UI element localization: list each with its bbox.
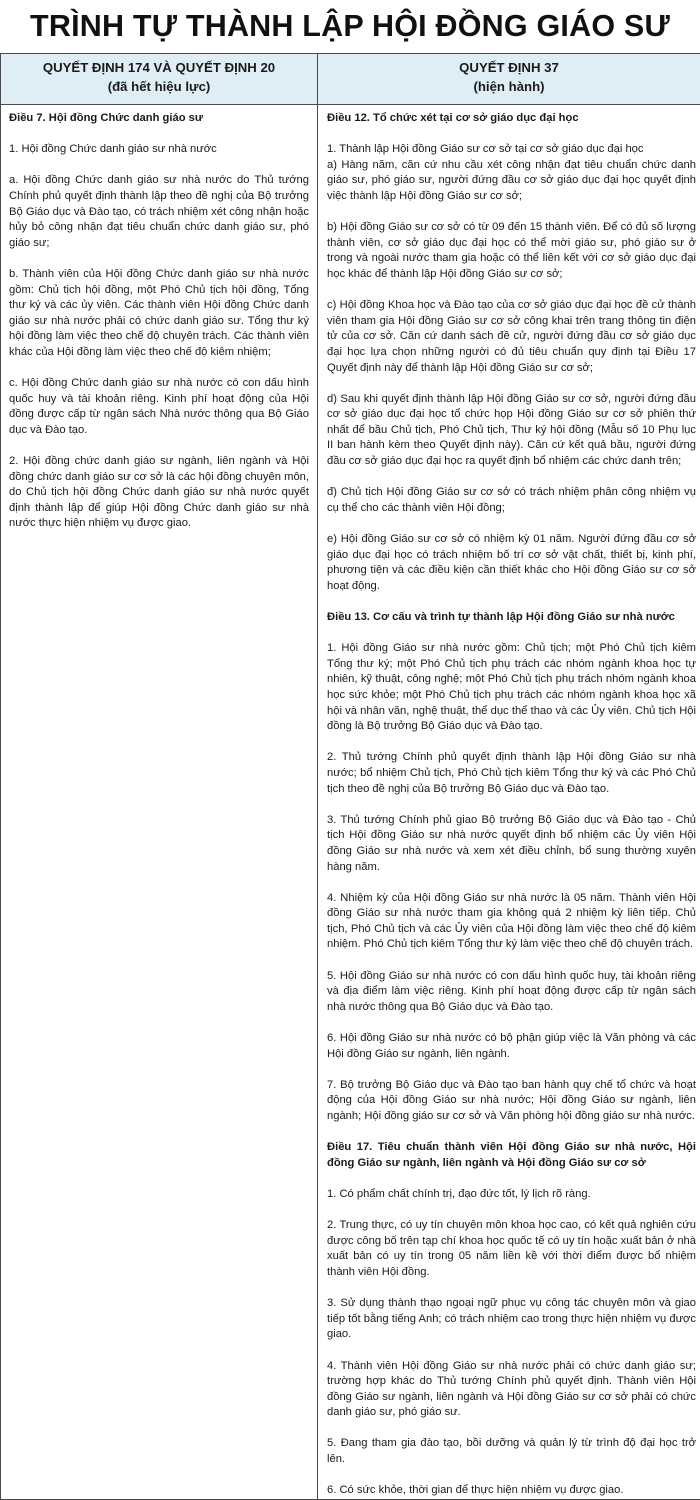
right-paragraph: 4. Thành viên Hội đồng Giáo sư nhà nước phải có chức danh giáo sư; trường hợp khác do Thủ tướng Chính phủ quyết định. Thành viên Hội đồng Giáo sư ngành, liên ngành và Hội đồng Giáo sư cơ sở phải có chức danh giáo sư, phó giáo sư.	[327, 1359, 696, 1421]
right-paragraph: 2. Thủ tướng Chính phủ quyết định thành lập Hội đồng Giáo sư nhà nước; bổ nhiệm Chủ tịch, Phó Chủ tịch kiêm Tổng thư ký và các Phó Chủ tịch theo đề nghị của Bộ trưởng Bộ Giáo dục và Đào tạo.	[327, 750, 696, 797]
right-paragraph: 5. Hội đồng Giáo sư nhà nước có con dấu hình quốc huy, tài khoản riêng và địa điểm làm việc riêng. Kinh phí hoạt động được cấp từ ngân sách nhà nước thông qua Bộ Giáo dục và Đào tạo.	[327, 969, 696, 1016]
right-paragraph: d) Sau khi quyết định thành lập Hội đồng Giáo sư cơ sở, người đứng đầu cơ sở giáo dục đại học tổ chức họp Hội đồng Giáo sư cơ sở phiên thứ nhất để bầu Chủ tịch, Phó Chủ tịch, Thư ký hội đồng (Mẫu số 10 Phụ lục II ban hành kèm theo Quyết định này). Căn cứ kết quả bầu, người đứng đầu cơ sở giáo dục đại học ra quyết định bổ nhiệm các chức danh trên;	[327, 392, 696, 470]
left-column-header	[1, 54, 318, 105]
left-header-line1: QUYẾT ĐỊNH 174 VÀ QUYẾT ĐỊNH 20	[5, 58, 313, 77]
article-13-heading: Điều 13. Cơ cấu và trình tự thành lập Hội đồng Giáo sư nhà nước	[327, 610, 696, 626]
right-paragraph: đ) Chủ tịch Hội đồng Giáo sư cơ sở có trách nhiệm phân công nhiệm vụ cụ thể cho các thành viên Hội đồng;	[327, 485, 696, 516]
left-paragraph: 1. Hội đồng Chức danh giáo sư nhà nước	[9, 142, 309, 158]
right-paragraph: 3. Sử dụng thành thạo ngoại ngữ phục vụ công tác chuyên môn và giao tiếp tốt bằng tiếng Anh; có trách nhiệm cao trong thực hiện nhiệm vụ được giao.	[327, 1296, 696, 1343]
right-paragraph: 6. Có sức khỏe, thời gian để thực hiện nhiệm vụ được giao.	[327, 1483, 696, 1499]
right-paragraph: 7. Bộ trưởng Bộ Giáo dục và Đào tạo ban hành quy chế tổ chức và hoạt động của Hội đồng Giáo sư nhà nước; Hội đồng Giáo sư ngành, liên ngành; Hội đồng giáo sư cơ sở và Văn phòng hội đồng giáo sư nhà nước.	[327, 1078, 696, 1125]
right-paragraph: 1. Thành lập Hội đồng Giáo sư cơ sở tại cơ sở giáo dục đại học	[327, 142, 696, 158]
right-column-header	[318, 54, 700, 105]
left-article-heading: Điều 7. Hội đồng Chức danh giáo sư	[9, 111, 309, 127]
left-header-line2: (đã hết hiệu lực)	[5, 77, 313, 96]
article-12-heading: Điều 12. Tổ chức xét tại cơ sở giáo dục đại học	[327, 111, 696, 127]
left-paragraph: a. Hội đồng Chức danh giáo sư nhà nước do Thủ tướng Chính phủ quyết định thành lập theo đề nghị của Bộ trưởng Bộ Giáo dục và Đào tạo, có trách nhiệm xét công nhận hoặc hủy bỏ công nhận đạt tiêu chuẩn chức danh giáo sư, phó giáo sư;	[9, 173, 309, 251]
right-paragraph: 6. Hội đồng Giáo sư nhà nước có bộ phận giúp việc là Văn phòng và các Hội đồng Giáo sư ngành, liên ngành.	[327, 1031, 696, 1062]
right-header-line2: (hiện hành)	[322, 77, 696, 96]
left-paragraph: b. Thành viên của Hội đồng Chức danh giáo sư nhà nước gồm: Chủ tịch hội đồng, một Phó Chủ tịch hội đồng, Tổng thư ký và các ủy viên. Các thành viên Hội đồng Chức danh giáo sư nhà nước phải có chức danh giáo sư. Tổng thư ký hội đồng làm việc theo chế độ chuyên trách. Các thành viên khác của Hội đồng làm việc theo chế độ kiêm nhiệm;	[9, 267, 309, 361]
right-paragraph: 5. Đang tham gia đào tạo, bồi dưỡng và quản lý từ trình độ đại học trở lên.	[327, 1436, 696, 1467]
left-paragraph: 2. Hội đồng chức danh giáo sư ngành, liên ngành và Hội đồng chức danh giáo sư cơ sở là các hội đồng chuyên môn, do Chủ tịch hội đồng Chức danh giáo sư nhà nước quyết định thành lập để giúp Hội đồng Chức danh giáo sư nhà nước thực hiện nhiệm vụ được giao.	[9, 454, 309, 532]
right-paragraph: 3. Thủ tướng Chính phủ giao Bộ trưởng Bộ Giáo dục và Đào tạo - Chủ tịch Hội đồng Giáo sư nhà nước quyết định bổ nhiệm các Ủy viên Hội đồng Giáo sư nhà nước và xem xét điều chỉnh, bổ sung thường xuyên hàng năm.	[327, 813, 696, 875]
right-header-line1: QUYẾT ĐỊNH 37	[322, 58, 696, 77]
right-paragraph: b) Hội đồng Giáo sư cơ sở có từ 09 đến 15 thành viên. Để có đủ số lượng thành viên, cơ sở giáo dục đại học có thể mời giáo sư, phó giáo sư ở trong và ngoài nước tham gia hoặc có thể liên kết với cơ sở giáo dục đại học khác để thành lập Hội đồng Giáo sư cơ sở;	[327, 220, 696, 282]
article-17-heading: Điều 17. Tiêu chuẩn thành viên Hội đồng Giáo sư nhà nước, Hội đồng Giáo sư ngành, liên ngành và Hội đồng Giáo sư cơ sở	[327, 1140, 696, 1171]
right-paragraph: 2. Trung thực, có uy tín chuyên môn khoa học cao, có kết quả nghiên cứu được công bố trên tạp chí khoa học quốc tế có uy tín hoặc xuất bản ở nhà xuất bản có uy tín trong 05 năm liền kề với thời điểm được bổ nhiệm thành viên Hội đồng.	[327, 1218, 696, 1280]
table-header-row	[1, 54, 700, 105]
left-column-body	[1, 105, 318, 1500]
right-paragraph: 4. Nhiệm kỳ của Hội đồng Giáo sư nhà nước là 05 năm. Thành viên Hội đồng Giáo sư nhà nước tham gia không quá 2 nhiệm kỳ liên tiếp. Chủ tịch, Phó Chủ tịch và các Ủy viên của Hội đồng làm việc theo chế độ kiêm nhiệm. Phó Chủ tịch kiêm Tổng thư ký làm việc theo chế độ chuyên trách.	[327, 891, 696, 953]
left-paragraph: c. Hội đồng Chức danh giáo sư nhà nước có con dấu hình quốc huy và tài khoản riêng. Kinh phí hoạt động của Hội đồng được cấp từ ngân sách Nhà nước thông qua Bộ Giáo dục và Đào tạo.	[9, 376, 309, 438]
right-paragraph: a) Hàng năm, căn cứ nhu cầu xét công nhận đạt tiêu chuẩn chức danh giáo sư, phó giáo sư, người đứng đầu cơ sở giáo dục đại học quyết định việc thành lập Hội đồng Giáo sư cơ sở;	[327, 158, 696, 205]
right-paragraph: e) Hội đồng Giáo sư cơ sở có nhiệm kỳ 01 năm. Người đứng đầu cơ sở giáo dục đại học có trách nhiệm bố trí cơ sở vật chất, thiết bị, kinh phí, phương tiện và các điều kiện cần thiết khác cho Hội đồng Giáo sư cơ sở hoạt động.	[327, 532, 696, 594]
right-paragraph: 1. Hội đồng Giáo sư nhà nước gồm: Chủ tịch; một Phó Chủ tịch kiêm Tổng thư ký; một Phó Chủ tịch phụ trách các nhóm ngành khoa học tự nhiên, kỹ thuật, công nghệ; một Phó Chủ tịch phụ trách nhóm ngành khoa học sức khỏe; một Phó Chủ tịch phụ trách các nhóm ngành khoa học xã hội và nhân văn, nghệ thuật, thể dục thể thao và các Ủy viên. Chủ tịch Hội đồng là Bộ trưởng Bộ Giáo dục và Đào tạo.	[327, 641, 696, 735]
table-body-row	[1, 105, 700, 1500]
right-column-body	[318, 105, 700, 1500]
page-title: TRÌNH TỰ THÀNH LẬP HỘI ĐỒNG GIÁO SƯ	[0, 0, 700, 52]
right-paragraph: 1. Có phẩm chất chính trị, đạo đức tốt, lý lịch rõ ràng.	[327, 1187, 696, 1203]
right-paragraph: c) Hội đồng Khoa học và Đào tạo của cơ sở giáo dục đại học đề cử thành viên tham gia Hội đồng Giáo sư cơ sở công khai trên trang thông tin điện tử của cơ sở. Căn cứ danh sách đề cử, người đứng đầu cơ sở giáo dục đại học lựa chọn những người có đủ tiêu chuẩn quy định tại Điều 17 Quyết định này để thành lập Hội đồng Giáo sư cơ sở;	[327, 298, 696, 376]
comparison-table	[0, 53, 700, 1500]
